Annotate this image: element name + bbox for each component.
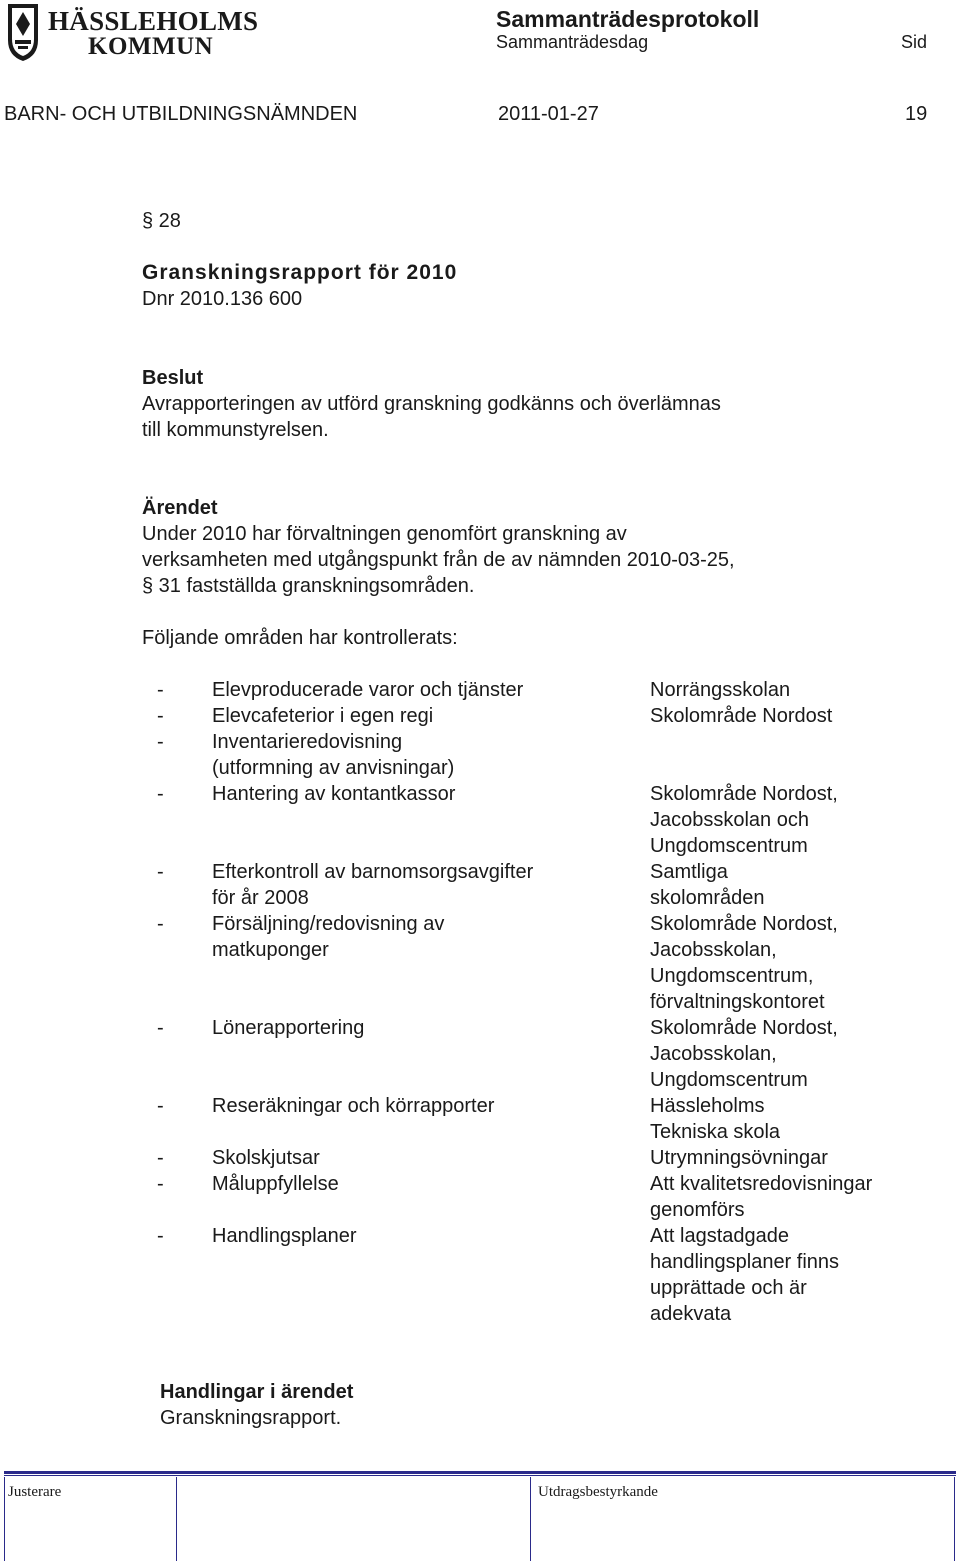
page-label: Sid [901, 32, 928, 52]
documents-heading: Handlingar i ärendet [160, 1381, 354, 1403]
diary-number: Dnr 2010.136 600 [142, 288, 303, 310]
certification-label: Utdragsbestyrkande [538, 1484, 658, 1500]
page-number: 19 [905, 103, 928, 125]
audit-area: Lönerapportering [212, 1017, 365, 1039]
board-name: BARN- OCH UTBILDNINGSNÄMNDEN [4, 103, 358, 125]
decision-text-2: till kommunstyrelsen. [142, 419, 329, 441]
audit-unit: Att kvalitetsredovisningar genomförs [650, 1173, 873, 1221]
list-item: - Elevproducerade varor och tjänster Norrängsskolan [142, 677, 942, 703]
matter-text-1: Under 2010 har förvaltningen genomfört granskning av [142, 523, 627, 545]
audit-area: Elevproducerade varor och tjänster [212, 679, 524, 701]
audit-unit: Utrymningsövningar [650, 1147, 828, 1169]
list-item: - Försäljning/redovisning av matkuponger Skolområde Nordost, Jacobsskolan, Ungdomscentrum, förvaltningskontoret [142, 911, 942, 1015]
audit-area: Inventarieredovisning (utformning av anvisningar) [212, 731, 455, 779]
audit-area: Handlingsplaner [212, 1225, 357, 1247]
audit-unit: Skolområde Nordost, Jacobsskolan, Ungdomscentrum, förvaltningskontoret [650, 913, 838, 1013]
audit-unit: Samtliga skolområden [650, 861, 765, 909]
matter-heading: Ärendet [142, 497, 218, 519]
section-number: § 28 [142, 210, 181, 232]
logo-kommun: KOMMUN [88, 33, 214, 60]
audit-area: Hantering av kontantkassor [212, 783, 456, 805]
list-item: - Lönerapportering Skolområde Nordost, Jacobsskolan, Ungdomscentrum [142, 1015, 942, 1093]
footer-box-right [954, 1477, 955, 1561]
matter-text-3: § 31 fastställda granskningsområden. [142, 575, 475, 597]
audit-unit [650, 729, 940, 781]
audit-unit: Skolområde Nordost, Jacobsskolan och Ungdomscentrum [650, 783, 838, 857]
list-item: - Hantering av kontantkassor Skolområde Nordost, Jacobsskolan och Ungdomscentrum [142, 781, 942, 859]
meeting-date: 2011-01-27 [498, 103, 599, 125]
list-item: - Skolskjutsar Utrymningsövningar [142, 1145, 942, 1171]
audit-unit: Att lagstadgade handlingsplaner finns upprättade och är adekvata [650, 1225, 840, 1325]
matter-text-2: verksamheten med utgångspunkt från de av nämnden 2010-03-25, [142, 549, 735, 571]
protocol-title: Sammanträdesprotokoll [496, 6, 760, 32]
list-item: - Efterkontroll av barnomsorgsavgifter för år 2008 Samtliga skolområden [142, 859, 942, 911]
audit-area: Försäljning/redovisning av matkuponger [212, 913, 445, 961]
list-item: - Elevcafeterior i egen regi Skolområde Nordost [142, 703, 942, 729]
coat-of-arms-icon [6, 2, 40, 62]
footer-box-mid-1 [176, 1477, 177, 1561]
audit-unit: Hässleholms Tekniska skola [650, 1095, 781, 1143]
audit-unit: Skolområde Nordost, Jacobsskolan, Ungdomscentrum [650, 1017, 838, 1091]
decision-text-1: Avrapporteringen av utförd granskning godkänns och överlämnas [142, 393, 721, 415]
decision-heading: Beslut [142, 367, 204, 389]
footer-box-mid-2 [530, 1477, 531, 1561]
meeting-date-label: Sammanträdesdag [496, 32, 649, 52]
intro-text: Följande områden har kontrollerats: [142, 627, 458, 649]
audit-unit: Norrängsskolan [650, 679, 791, 701]
audit-area: Elevcafeterior i egen regi [212, 705, 434, 727]
list-item: - Inventarieredovisning (utformning av anvisningar) [142, 729, 942, 781]
list-item: - Reseräkningar och körrapporter Hässleholms Tekniska skola [142, 1093, 942, 1145]
documents-text: Granskningsrapport. [160, 1407, 342, 1429]
audit-area: Reseräkningar och körrapporter [212, 1095, 495, 1117]
audit-area: Efterkontroll av barnomsorgsavgifter för år 2008 [212, 861, 534, 909]
section-title: Granskningsrapport för 2010 [142, 261, 458, 284]
audit-area: Måluppfyllelse [212, 1173, 339, 1195]
footer-box-left [4, 1477, 5, 1561]
adjuster-label: Justerare [8, 1484, 62, 1500]
municipality-logo [6, 2, 259, 64]
list-item: - Måluppfyllelse Att kvalitetsredovisningar genomförs [142, 1171, 942, 1223]
audit-unit: Skolområde Nordost [650, 705, 833, 727]
audit-areas-list [142, 677, 942, 1327]
footer-divider-thin [4, 1475, 956, 1476]
footer-divider [4, 1471, 956, 1474]
list-item: - Handlingsplaner Att lagstadgade handlingsplaner finns upprättade och är adekvata [142, 1223, 942, 1327]
audit-area: Skolskjutsar [212, 1147, 320, 1169]
logo-name: HÄSSLEHOLMS [48, 6, 259, 36]
